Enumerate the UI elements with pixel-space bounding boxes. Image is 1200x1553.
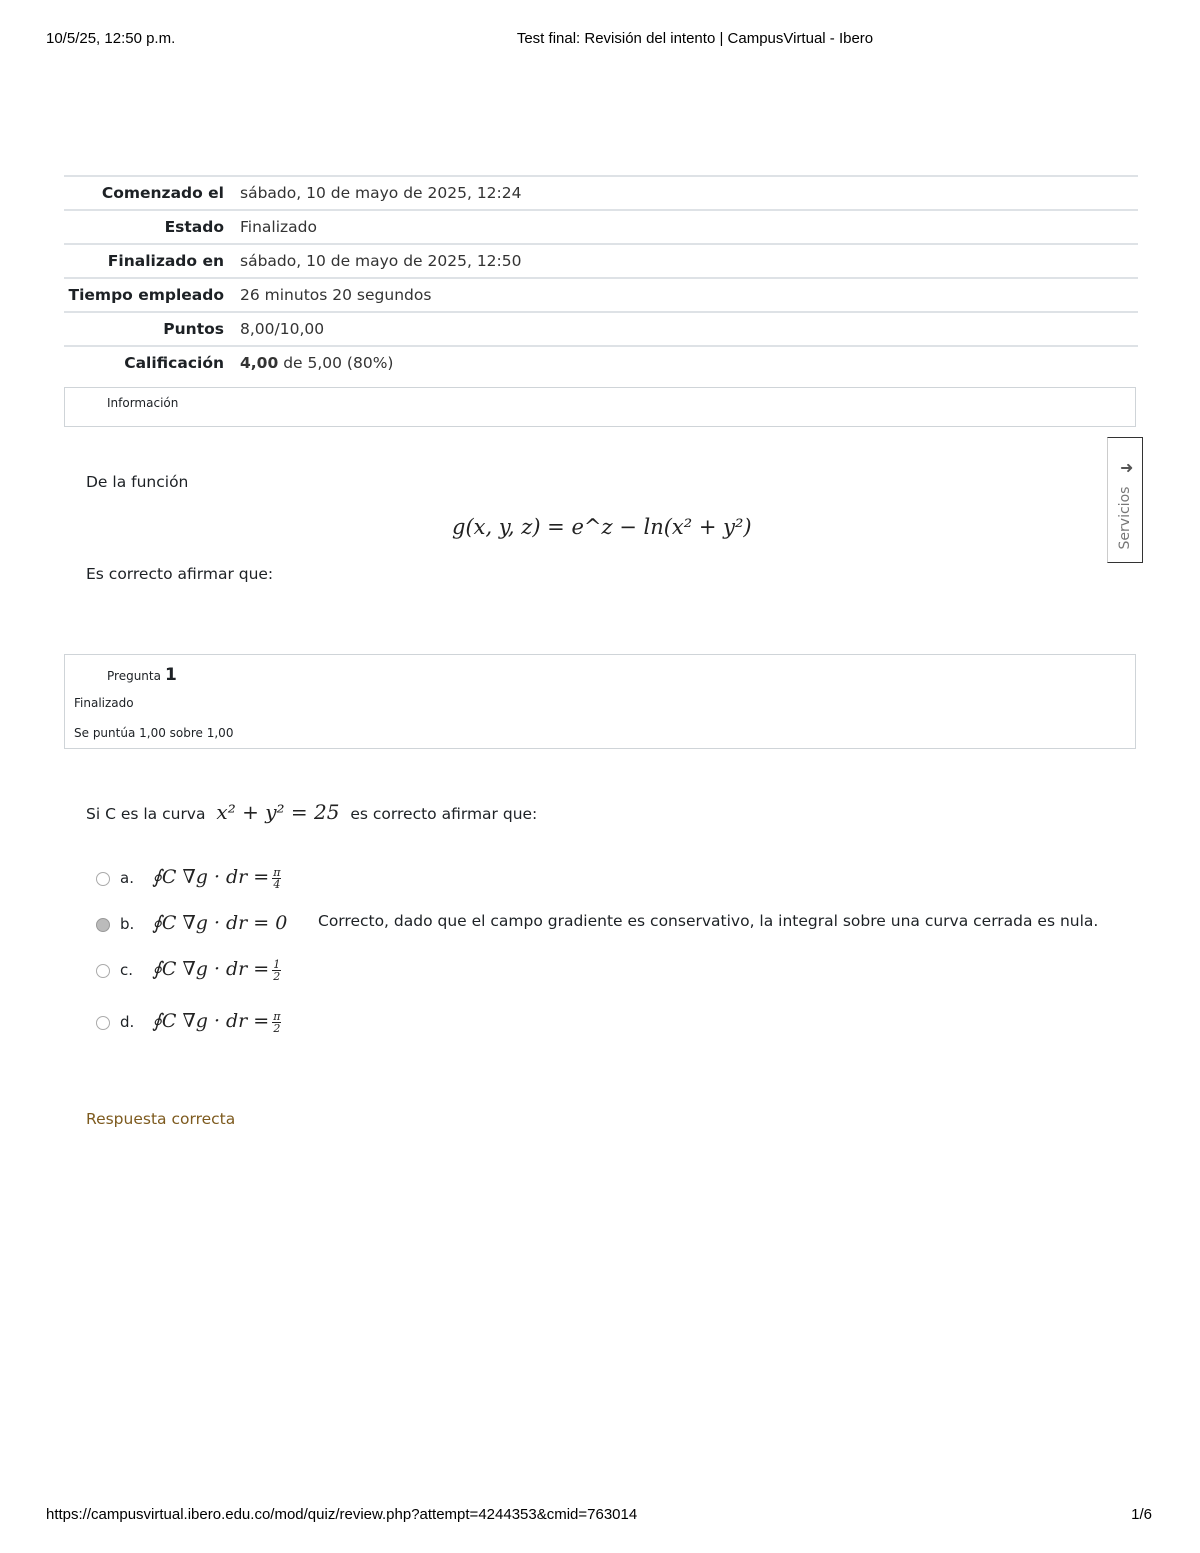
option-expr: ∮C ∇g · dr =	[152, 866, 270, 888]
summary-value: 26 minutos 20 segundos	[240, 286, 432, 304]
question-curve: x² + y² = 25	[216, 800, 340, 824]
grade-value: 4,00	[240, 354, 279, 372]
print-url: https://campusvirtual.ibero.edu.co/mod/quiz/review.php?attempt=4244353&cmid=763014	[46, 1506, 638, 1523]
summary-label: Tiempo empleado	[68, 286, 224, 304]
option-letter: b.	[120, 915, 135, 933]
print-header	[0, 30, 1200, 50]
fraction-denominator: 4	[273, 877, 281, 891]
question-grade: Se puntúa 1,00 sobre 1,00	[74, 726, 234, 740]
summary-row	[64, 278, 1138, 312]
info-label: Información	[107, 396, 179, 410]
option-letter: d.	[120, 1013, 135, 1031]
option-expr: ∮C ∇g · dr =	[152, 958, 270, 980]
summary-value: 8,00/10,00	[240, 320, 325, 338]
fraction-denominator: 2	[273, 1021, 281, 1035]
option-expression	[152, 866, 281, 890]
option-expression	[152, 1010, 281, 1034]
fraction-numerator: 1	[273, 957, 281, 971]
summary-row	[64, 312, 1138, 346]
summary-value: sábado, 10 de mayo de 2025, 12:24	[240, 184, 522, 202]
result-text: Respuesta correcta	[86, 1110, 236, 1128]
print-page-title: Test final: Revisión del intento | CampusVirtual - Ibero	[516, 30, 874, 47]
question-label: Pregunta	[107, 669, 161, 683]
question-info-box	[64, 654, 1136, 749]
info-block-header	[64, 387, 1136, 427]
option-fraction	[272, 1011, 281, 1034]
radio-b[interactable]	[96, 918, 110, 932]
question-text	[86, 800, 537, 824]
print-datetime: 10/5/25, 12:50 p.m.	[46, 30, 176, 47]
print-footer	[0, 1506, 1200, 1526]
question-text-before: Si C es la curva	[86, 805, 206, 823]
option-expression: ∮C ∇g · dr = 0	[152, 912, 288, 934]
services-drawer-tab[interactable]	[1107, 437, 1143, 563]
answer-feedback: Correcto, dado que el campo gradiente es conservativo, la integral sobre una curva cerrada es nula.	[318, 912, 1099, 930]
summary-row	[64, 210, 1138, 244]
summary-label: Calificación	[124, 354, 224, 372]
summary-label: Puntos	[163, 320, 224, 338]
option-letter: a.	[120, 869, 134, 887]
radio-d[interactable]	[96, 1016, 110, 1030]
radio-a[interactable]	[96, 872, 110, 886]
summary-row	[64, 346, 1138, 379]
summary-row	[64, 244, 1138, 278]
summary-value: sábado, 10 de mayo de 2025, 12:50	[240, 252, 522, 270]
fraction-numerator: π	[273, 865, 281, 879]
option-expr: ∮C ∇g · dr =	[152, 1010, 270, 1032]
summary-row	[64, 176, 1138, 210]
fraction-denominator: 2	[273, 969, 281, 983]
grade-total: de 5,00 (80%)	[283, 354, 394, 372]
arrow-right-icon: ➜	[1120, 458, 1134, 477]
question-text-after: es correcto afirmar que:	[350, 805, 538, 823]
info-prompt: Es correcto afirmar que:	[86, 565, 274, 583]
question-state: Finalizado	[74, 696, 134, 710]
info-formula: g(x, y, z) = e^z − ln(x² + y²)	[452, 515, 752, 539]
fraction-numerator: π	[273, 1009, 281, 1023]
summary-label: Estado	[164, 218, 224, 236]
services-label: Servicios	[1117, 486, 1133, 550]
option-fraction	[272, 867, 281, 890]
radio-c[interactable]	[96, 964, 110, 978]
option-expression	[152, 958, 281, 982]
option-letter: c.	[120, 961, 134, 979]
info-intro: De la función	[86, 473, 189, 491]
attempt-summary-table	[64, 175, 1138, 379]
summary-label: Comenzado el	[101, 184, 224, 202]
option-fraction	[272, 959, 281, 982]
summary-value: Finalizado	[240, 218, 317, 236]
question-number-value: 1	[164, 665, 177, 685]
summary-label: Finalizado en	[107, 252, 224, 270]
summary-value	[232, 346, 1138, 379]
question-number	[107, 665, 177, 685]
print-page-number: 1/6	[1131, 1506, 1152, 1523]
